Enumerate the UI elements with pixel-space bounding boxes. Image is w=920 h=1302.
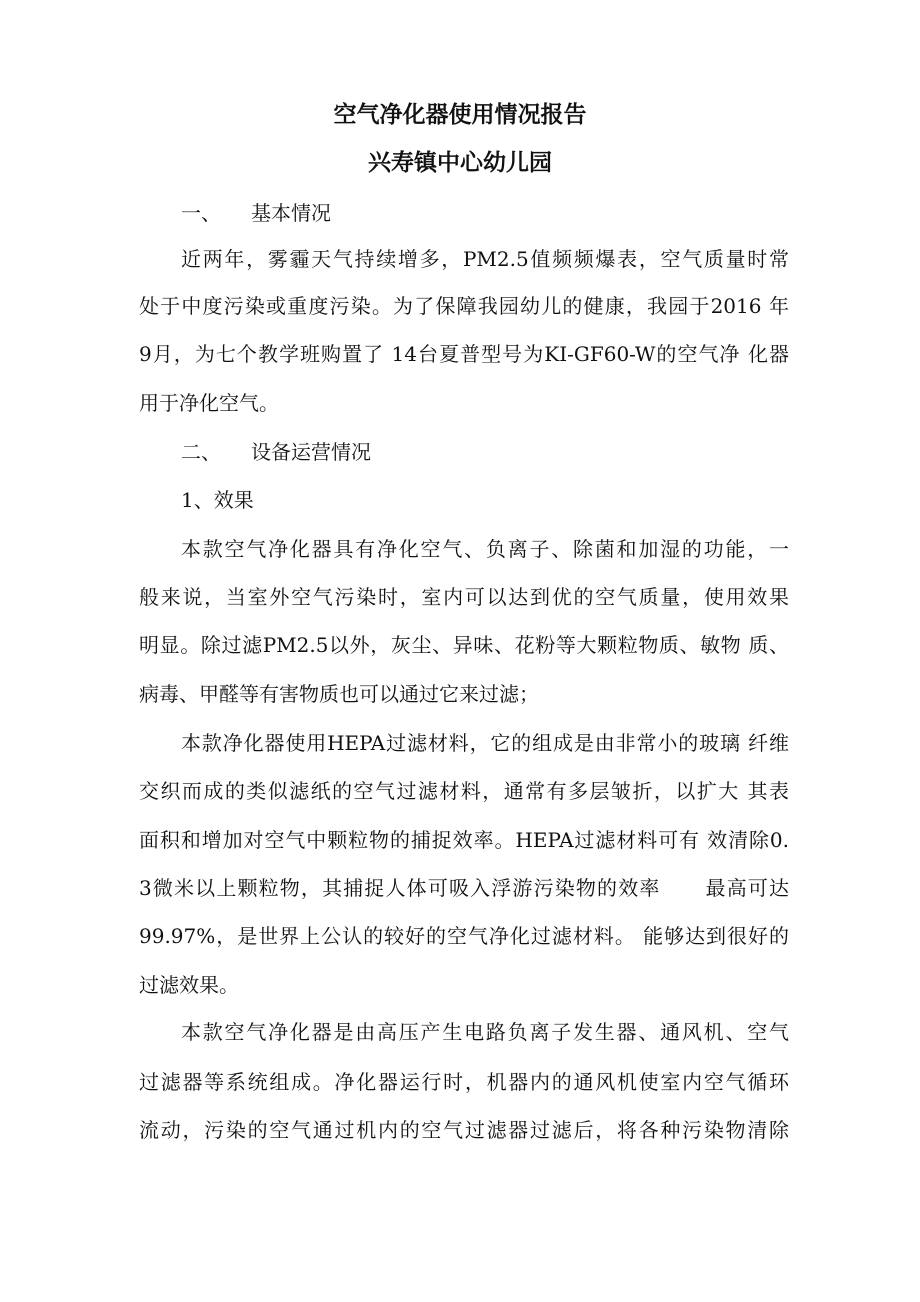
paragraph-line: 过滤效果。 bbox=[139, 973, 239, 997]
section2-heading: 设备运营情况 bbox=[251, 440, 371, 464]
section1-heading: 基本情况 bbox=[251, 201, 331, 225]
section1-line: 用于净化空气。 bbox=[139, 391, 279, 415]
paragraph-line: 本款空气净化器具有净化空气、负离子、除菌和加湿的功能，一 bbox=[181, 537, 789, 561]
paragraph-line: 本款净化器使用HEPA过滤材料，它的组成是由非常小的玻璃 纤维 bbox=[181, 731, 789, 755]
section1-number: 一、 bbox=[181, 201, 221, 225]
paragraph-line: 交织而成的类似滤纸的空气过滤材料，通常有多层皱折，以扩大 其表 bbox=[139, 779, 789, 803]
section1-line: 处于中度污染或重度污染。为了保障我园幼儿的健康，我园于2016 年 bbox=[139, 294, 789, 318]
paragraph-line: 面积和增加对空气中颗粒物的捕捉效率。HEPA过滤材料可有 效清除0. bbox=[139, 828, 789, 852]
paragraph-line: 过滤器等系统组成。净化器运行时，机器内的通风机使室内空气循环 bbox=[139, 1070, 789, 1094]
document-title: 空气净化器使用情况报告 bbox=[333, 101, 587, 128]
paragraph-line: 本款空气净化器是由高压产生电路负离子发生器、通风机、空气 bbox=[181, 1020, 789, 1044]
paragraph-line: 病毒、甲醛等有害物质也可以通过它来过滤； bbox=[139, 682, 539, 706]
subsection-heading: 1、效果 bbox=[181, 488, 254, 512]
paragraph-line: 般来说，当室外空气污染时，室内可以达到优的空气质量，使用效果 bbox=[139, 585, 789, 609]
document-subtitle: 兴寿镇中心幼儿园 bbox=[368, 149, 552, 176]
section2-number: 二、 bbox=[181, 440, 221, 464]
paragraph-line: 3微米以上颗粒物，其捕捉人体可吸入浮游污染物的效率 最高可达 bbox=[139, 876, 789, 900]
paragraph-line: 流动，污染的空气通过机内的空气过滤器过滤后，将各种污染物清除 bbox=[139, 1118, 789, 1142]
section1-line: 9月，为七个教学班购置了 14台夏普型号为KI-GF60-W的空气净 化器 bbox=[139, 342, 789, 366]
section1-line: 近两年，雾霾天气持续增多，PM2.5值频频爆表，空气质量时常 bbox=[181, 247, 789, 271]
paragraph-line: 明显。除过滤PM2.5以外，灰尘、异味、花粉等大颗粒物质、敏物 质、 bbox=[139, 633, 789, 657]
paragraph-line: 99.97%，是世界上公认的较好的空气净化过滤材料。 能够达到很好的 bbox=[139, 924, 789, 948]
